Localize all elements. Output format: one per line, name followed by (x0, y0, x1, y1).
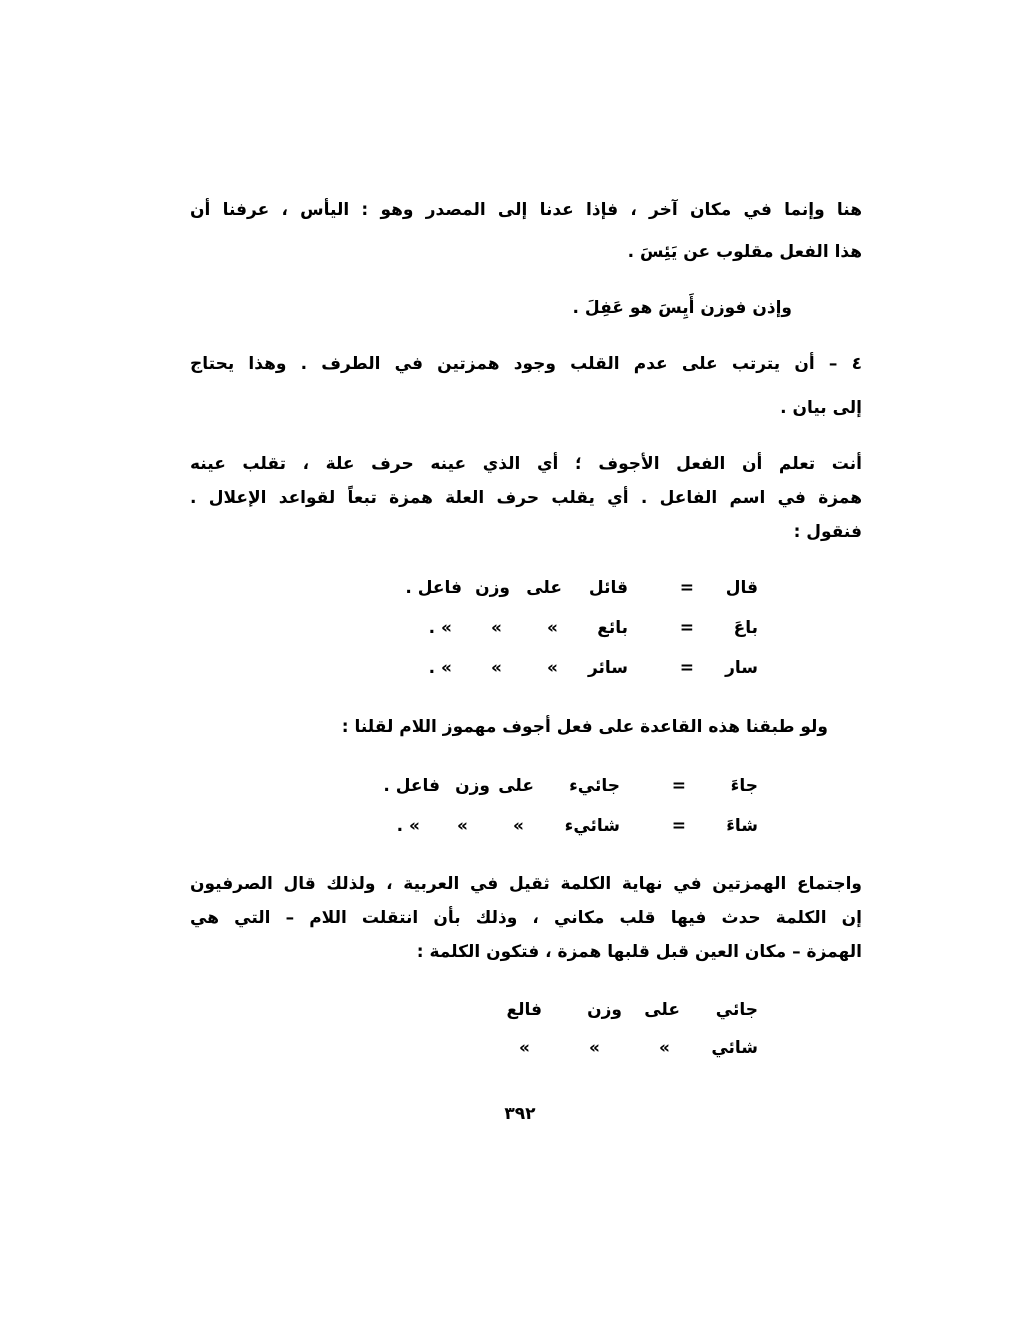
paragraph-4-line-3: فنقول : (793, 522, 862, 542)
col-1-cell: » (513, 816, 524, 836)
col-2-cell: وزن (587, 1000, 622, 1020)
paragraph-4-line-1: أنت تعلم أن الفعل الأجوف ؛ أي الذي عينه حرف علة ، تقلب عينه (190, 454, 862, 474)
verb-cell: قال (725, 578, 758, 598)
col-2-cell: وزن (475, 578, 510, 598)
word-cell: جائي (715, 1000, 758, 1020)
col-1-cell: على (644, 1000, 680, 1020)
paragraph-3-line-2: إلى بيان . (780, 398, 862, 418)
paragraph-6-line-1: واجتماع الهمزتين في نهاية الكلمة ثقيل في العربية ، ولذلك قال الصرفيون (190, 874, 862, 894)
equals-cell: = (671, 816, 686, 836)
col-3-cell: فاعل . (383, 776, 440, 796)
paragraph-6-line-3: الهمزة – مكان العين قبل قلبها همزة ، فتكون الكلمة : (416, 942, 862, 962)
col-1-cell: » (659, 1038, 670, 1058)
col-3-cell: فاعل . (405, 578, 462, 598)
paragraph-1-line-1: هنا وإنما في مكان آخر ، فإذا عدنا إلى المصدر وهو : اليأس ، عرفنا أن (190, 200, 862, 220)
col-3-cell: » . (428, 618, 452, 638)
verb-cell: سار (725, 658, 758, 678)
col-1-cell: على (526, 578, 562, 598)
paragraph-6-line-2: إن الكلمة حدث فيها قلب مكاني ، وذلك بأن انتقلت اللام – التي هي (190, 908, 862, 928)
equals-cell: = (679, 578, 694, 598)
col-2-cell: » (589, 1038, 600, 1058)
verb-cell: جاءَ (730, 776, 758, 796)
col-3-cell: » . (396, 816, 420, 836)
col-3-cell: » (519, 1038, 530, 1058)
col-1-cell: على (498, 776, 534, 796)
page-number: ٣٩٢ (504, 1104, 536, 1124)
equals-cell: = (679, 658, 694, 678)
paragraph-1-line-2: هذا الفعل مقلوب عن يَئِسَ . (627, 242, 862, 262)
participle-cell: شائيء (564, 816, 620, 836)
col-2-cell: وزن (455, 776, 490, 796)
col-3-cell: » . (428, 658, 452, 678)
equals-cell: = (671, 776, 686, 796)
paragraph-2-line-1: وإذن فوزن أَيِسَ هو عَفِلَ . (572, 298, 792, 318)
participle-cell: جائيء (569, 776, 620, 796)
col-2-cell: » (457, 816, 468, 836)
participle-cell: سائر (587, 658, 628, 678)
paragraph-4-line-2: همزة في اسم الفاعل . أي يقلب حرف العلة همزة تبعاً لقواعد الإعلال . (190, 488, 862, 508)
col-1-cell: » (547, 658, 558, 678)
participle-cell: قائل (588, 578, 628, 598)
participle-cell: بائع (597, 618, 628, 638)
word-cell: شائي (711, 1038, 758, 1058)
verb-cell: باعَ (733, 618, 758, 638)
col-1-cell: » (547, 618, 558, 638)
col-2-cell: » (491, 658, 502, 678)
equals-cell: = (679, 618, 694, 638)
verb-cell: شاءَ (726, 816, 758, 836)
paragraph-3-line-1: ٤ – أن يترتب على عدم القلب وجود همزتين في الطرف . وهذا يحتاج (190, 354, 862, 374)
col-2-cell: » (491, 618, 502, 638)
col-3-cell: فالع (506, 1000, 542, 1020)
paragraph-5-line-1: ولو طبقنا هذه القاعدة على فعل أجوف مهموز اللام لقلنا : (341, 717, 828, 737)
